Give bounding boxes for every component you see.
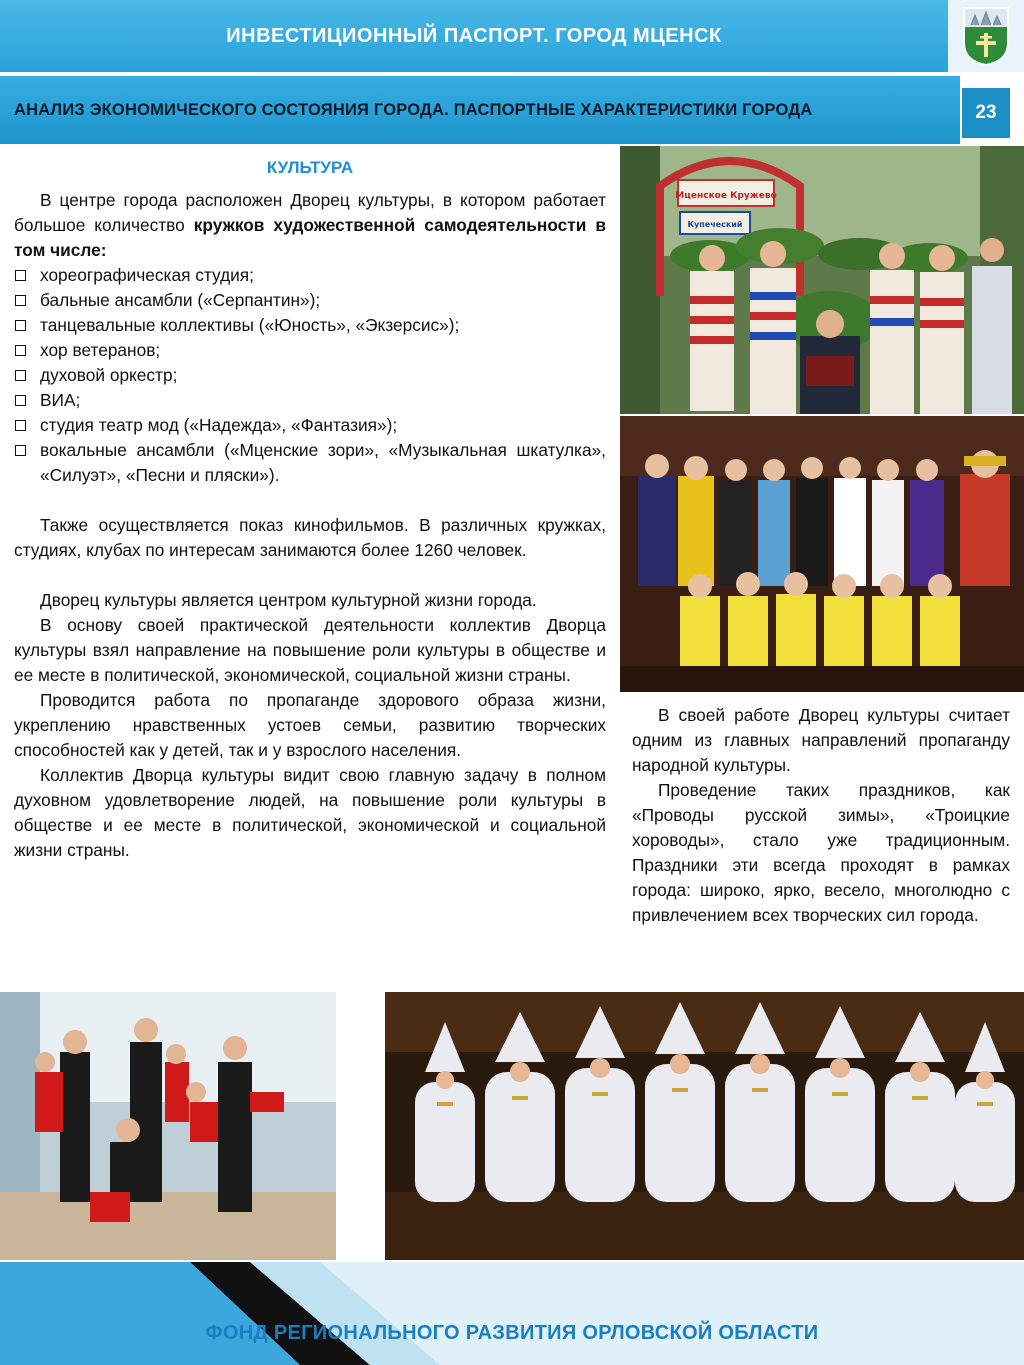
intro-bold-text: кружков художественной самодеятельности в том числе:: [14, 215, 606, 260]
footer-band: [0, 1262, 1024, 1365]
coat-of-arms-logo: [948, 0, 1024, 72]
checkbox-bullet-icon: [15, 345, 26, 356]
photo-folk-dancers-kokoshnik: [385, 992, 1024, 1260]
center-paragraph: Дворец культуры является центром культурной жизни города.: [40, 590, 537, 610]
checkbox-bullet-icon: [15, 270, 26, 281]
subheader-band: [0, 76, 960, 144]
intro-paragraph: [14, 188, 606, 263]
films-paragraph: Также осуществляется показ кинофильмов. В различных кружках, студиях, клубах по интересам занимаются более 1260 человек.: [14, 515, 606, 560]
list-item: [14, 313, 606, 338]
list-item-text: танцевальные коллективы («Юность», «Экзерсис»);: [40, 315, 460, 335]
document-title: ИНВЕСТИЦИОННЫЙ ПАСПОРТ. ГОРОД МЦЕНСК: [226, 24, 722, 47]
list-item-text: студия театр мод («Надежда», «Фантазия»);: [40, 415, 398, 435]
task-paragraph: Коллектив Дворца культуры видит свою главную задачу в полном духовном удовлетворение людей, на повышение роли культуры в обществе и ее месте в политической, экономической и социальной жизни страны.: [14, 765, 606, 860]
photo-children-ensemble: [620, 416, 1024, 692]
section-title: КУЛЬТУРА: [266, 158, 354, 177]
section-subtitle: АНАЛИЗ ЭКОНОМИЧЕСКОГО СОСТОЯНИЯ ГОРОДА. ПАСПОРТНЫЕ ХАРАКТЕРИСТИКИ ГОРОДА: [14, 100, 813, 119]
list-item: [14, 388, 606, 413]
festival-sign-text: Мценское Кружево: [675, 191, 777, 201]
list-item: [14, 338, 606, 363]
clubs-list: [14, 263, 606, 488]
list-item: [14, 438, 606, 488]
checkbox-bullet-icon: [15, 445, 26, 456]
city-coat-of-arms-icon: [961, 5, 1011, 67]
list-item-text: ВИА;: [40, 390, 81, 410]
checkbox-bullet-icon: [15, 370, 26, 381]
intro-text: В центре города расположен Дворец культуры, в котором работает большое количество: [14, 190, 606, 235]
festival-sign-text-2: Купеческий: [687, 220, 743, 229]
list-item-text: духовой оркестр;: [40, 365, 178, 385]
photo-folk-festival: [620, 146, 1024, 414]
checkbox-bullet-icon: [15, 320, 26, 331]
list-item-text: бальные ансамбли («Серпантин»);: [40, 290, 321, 310]
health-paragraph: Проводится работа по пропаганде здорового образа жизни, укреплению нравственных устоев семьи, развитию творческих способностей как у детей, так и у взрослого населения.: [14, 690, 606, 760]
right-text-column: [632, 703, 1010, 928]
photo-ballroom-dancers: [0, 992, 336, 1260]
list-item: [14, 263, 606, 288]
list-item-text: хор ветеранов;: [40, 340, 161, 360]
direction-paragraph: В основу своей практической деятельности коллектив Дворца культуры взял направление на повышение роли культуры в обществе и ее месте в политической, экономической, социальной жизни страны.: [14, 615, 606, 685]
list-item-text: вокальные ансамбли («Мценские зори», «Музыкальная шкатулка», «Силуэт», «Песни и пляски»).: [40, 440, 606, 485]
list-item: [14, 413, 606, 438]
list-item: [14, 363, 606, 388]
folk-culture-paragraph: В своей работе Дворец культуры считает одним из главных направлений пропаганду народной культуры.: [632, 705, 1010, 775]
list-item: [14, 288, 606, 313]
holidays-paragraph: Проведение таких праздников, как «Проводы русской зимы», «Троицкие хороводы», стало уже традиционным. Праздники эти всегда проходят в рамках города: широко, ярко, весело, многолюдно с привлечением всех творческих сил города.: [632, 780, 1010, 925]
footer-title: ФОНД РЕГИОНАЛЬНОГО РАЗВИТИЯ ОРЛОВСКОЙ ОБЛАСТИ: [205, 1322, 819, 1344]
list-item-text: хореографическая студия;: [40, 265, 254, 285]
checkbox-bullet-icon: [15, 420, 26, 431]
page-number: 23: [960, 86, 1012, 140]
checkbox-bullet-icon: [15, 295, 26, 306]
main-text-column: [14, 188, 606, 863]
checkbox-bullet-icon: [15, 395, 26, 406]
